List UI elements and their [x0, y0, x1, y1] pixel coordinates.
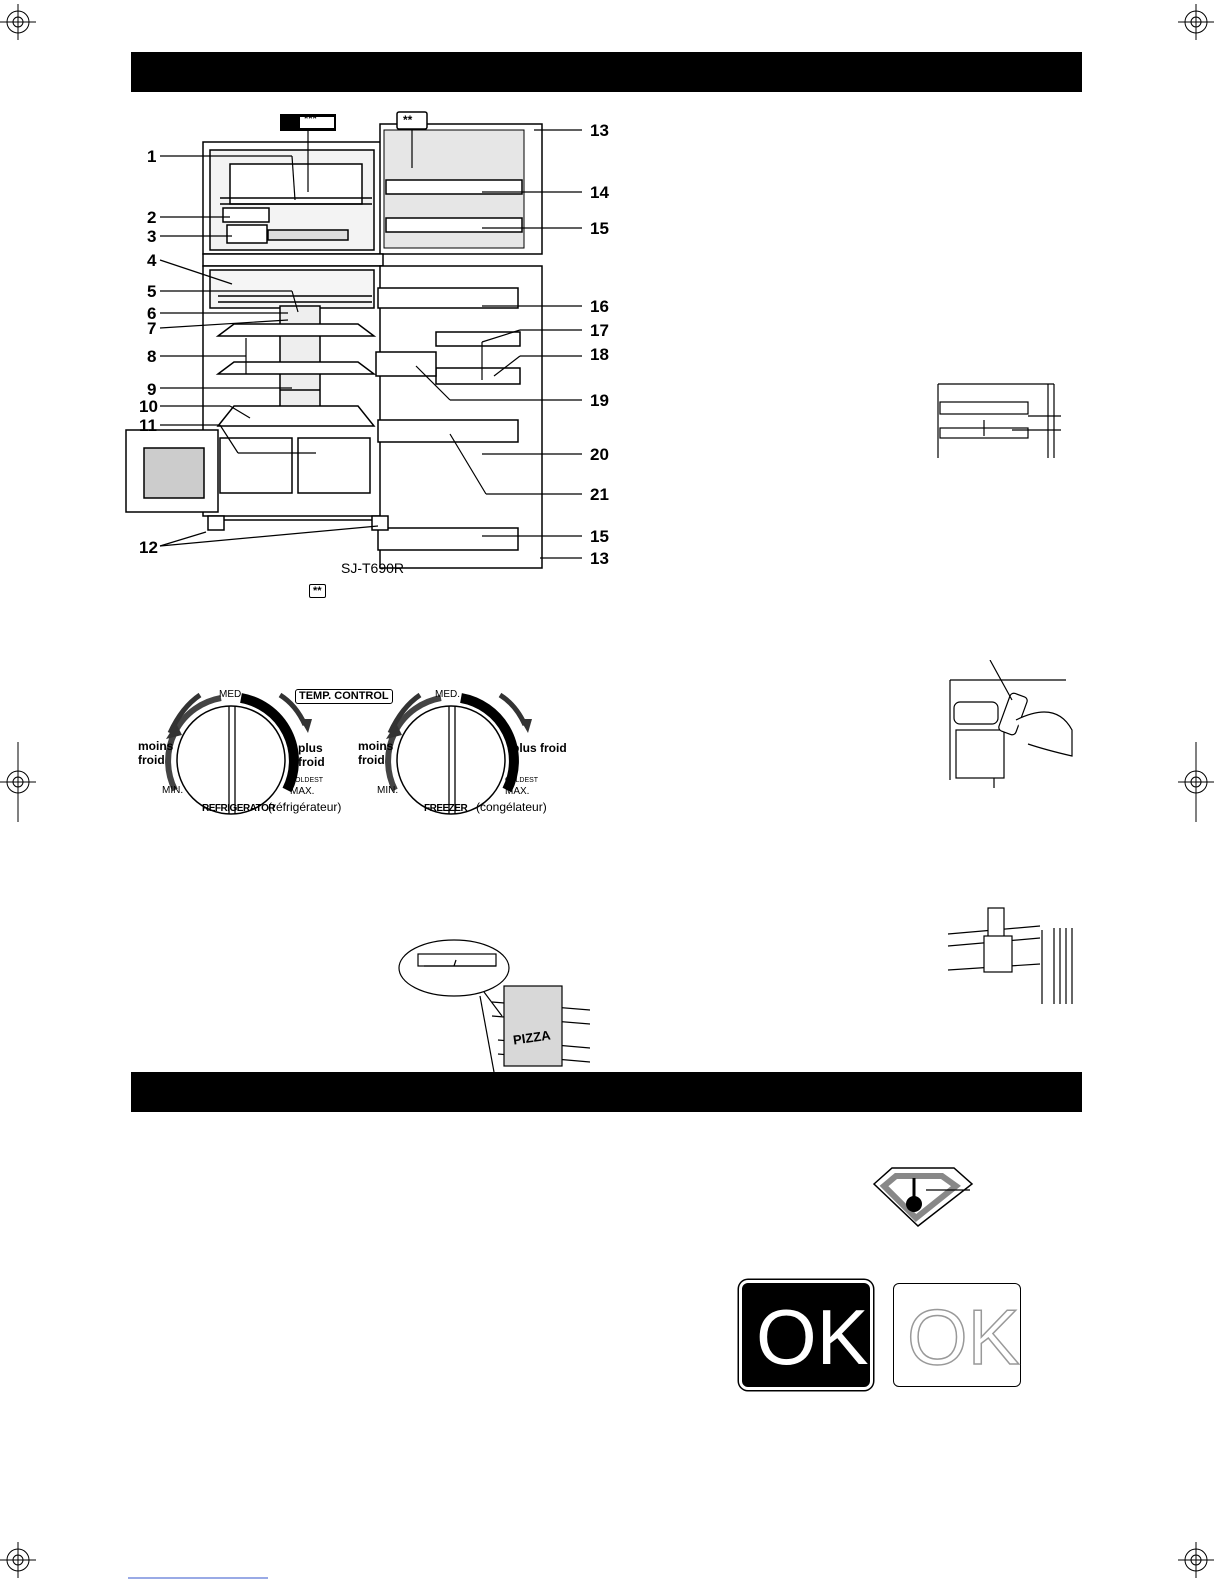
refrigerator-name-fr: (réfrigérateur) [268, 800, 342, 814]
callout-13-bottom: 13 [590, 549, 609, 568]
callout-5: 5 [147, 282, 157, 301]
callout-3: 3 [147, 227, 157, 246]
star-rating-bottom: ** [309, 584, 326, 598]
callout-18: 18 [590, 345, 609, 364]
freezer-name-fr: (congélateur) [476, 800, 547, 814]
freezer-less-cold-line1: moins [358, 739, 394, 753]
freezer-min-label: MIN. [377, 785, 399, 796]
refrigerator-min-label: MIN. [162, 785, 184, 796]
refrigerator-more-cold-line1: plus [298, 741, 323, 755]
callout-16: 16 [590, 297, 609, 316]
refrigerator-diagram [120, 108, 640, 578]
section-header-bar-middle [131, 1072, 1082, 1112]
callout-21: 21 [590, 485, 609, 504]
freezer-coldest-label: COLDEST [505, 777, 539, 784]
callout-7: 7 [147, 319, 157, 338]
callout-15-top: 15 [590, 219, 609, 238]
callout-8: 8 [147, 347, 157, 366]
freezer-max-label: MAX. [505, 786, 530, 797]
callout-1: 1 [147, 147, 157, 166]
star-rating-small: ** [403, 113, 413, 127]
callout-4: 4 [147, 251, 157, 270]
callout-13-top: 13 [590, 121, 609, 140]
callout-2: 2 [147, 208, 157, 227]
callout-19: 19 [590, 391, 609, 410]
refrigerator-less-cold-line1: moins [138, 739, 174, 753]
ice-tray-illustration [946, 660, 1076, 790]
callout-6: 6 [147, 304, 157, 323]
callout-10: 10 [139, 397, 158, 416]
callout-9: 9 [147, 380, 157, 399]
callout-15-bottom: 15 [590, 527, 609, 546]
refrigerator-name: REFRIGERATOR [202, 803, 276, 814]
pizza-label: PIZZA [512, 1027, 552, 1048]
callout-17: 17 [590, 321, 609, 340]
callout-20: 20 [590, 445, 609, 464]
refrigerator-max-label: MAX. [290, 786, 315, 797]
freezer-name: FREEZER [424, 803, 468, 814]
refrigerator-less-cold-line2: froid [138, 753, 165, 767]
refrigerator-med-label: MED. [219, 689, 244, 700]
temp-control-title: TEMP. CONTROL [295, 689, 393, 704]
refrigerator-more-cold-line2: froid [298, 755, 325, 769]
callout-14: 14 [590, 183, 609, 202]
ok-light-text: OK [907, 1293, 1020, 1381]
freezer-more-cold: plus froid [512, 741, 567, 755]
refrigerator-coldest-label: COLDEST [290, 777, 324, 784]
callout-11: 11 [139, 416, 157, 435]
pizza-shelf-illustration [398, 936, 590, 1072]
callout-12: 12 [139, 538, 158, 557]
freezer-less-cold-line2: froid [358, 753, 385, 767]
model-number: SJ-T690R [341, 560, 405, 576]
star-rating-main: *** [304, 113, 317, 125]
ok-indicator-dark [742, 1283, 870, 1387]
door-shelf-illustration [936, 380, 1066, 460]
thermometer-warning-icon [870, 1160, 980, 1232]
ok-indicator-light [893, 1283, 1021, 1387]
clip-illustration [944, 900, 1074, 1010]
ok-dark-text: OK [756, 1293, 869, 1381]
section-header-bar-top [131, 52, 1082, 92]
freezer-med-label: MED. [435, 689, 460, 700]
